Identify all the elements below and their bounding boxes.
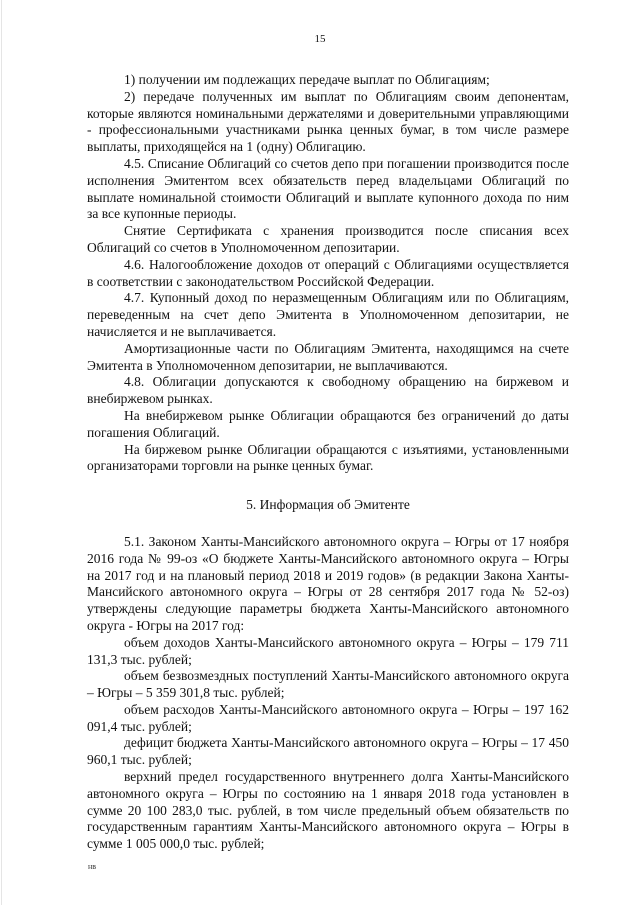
paragraph: 4.7. Купонный доход по неразмещенным Облигациям или по Облигациям, переведенным на счет депо Эмитента в Уполномоченном депозитарии, не начисляется и не выплачивается. <box>87 290 569 339</box>
paragraph: объем расходов Ханты-Мансийского автономного округа – Югры – 197 162 091,4 тыс. рублей; <box>87 701 569 734</box>
document-body <box>87 72 569 853</box>
paragraph: 2) передаче полученных им выплат по Облигациям своим депонентам, которые являются номинальными держателями и доверительными управляющими - профессиональными участниками рынка ценных бумаг, в том числе размере выплаты, приходящейся на 1 (одну) Облигацию. <box>87 88 569 155</box>
paragraph: 4.8. Облигации допускаются к свободному обращению на биржевом и внебиржевом рынках. <box>87 374 569 407</box>
paragraph: Амортизационные части по Облигациям Эмитента, находящимся на счете Эмитента в Уполномоченном депозитарии, не выплачиваются. <box>87 340 569 373</box>
paragraph: объем безвозмездных поступлений Ханты-Мансийского автономного округа – Югры – 5 359 301,8 тыс. рублей; <box>87 668 569 701</box>
footer-initials: нв <box>88 862 97 871</box>
paragraph: 4.6. Налогообложение доходов от операций с Облигациями осуществляется в соответствии с законодательством Российской Федерации. <box>87 256 569 289</box>
paragraph: верхний предел государственного внутреннего долга Ханты-Мансийского автономного округа – Югры по состоянию на 1 января 2018 года установлен в сумме 20 100 283,0 тыс. рублей, в том числе предельный объем обязательств по государственным гарантиям Ханты-Мансийского автономного округа – Югры в сумме 1 005 000,0 тыс. рублей; <box>87 769 569 852</box>
paragraph: 5.1. Законом Ханты-Мансийского автономного округа – Югры от 17 ноября 2016 года № 99-оз «О бюджете Ханты-Мансийского автономного округа – Югры на 2017 год и на плановый период 2018 и 2019 годов» (в редакции Закона Ханты-Мансийского автономного округа – Югры от 28 сентября 2017 года № 52-оз) утверждены следующие параметры бюджета Ханты-Мансийского автономного округа - Югры на 2017 год: <box>87 533 569 633</box>
paragraph: На биржевом рынке Облигации обращаются с изъятиями, установленными организаторами торговли на рынке ценных бумаг. <box>87 441 569 474</box>
page-number: 15 <box>314 33 326 45</box>
scan-edge-line <box>1 0 2 905</box>
paragraph: объем доходов Ханты-Мансийского автономного округа – Югры – 179 711 131,3 тыс. рублей; <box>87 634 569 667</box>
paragraph: Снятие Сертификата с хранения производится после списания всех Облигаций со счетов в Уполномоченном депозитарии. <box>87 223 569 255</box>
paragraph: 1) получении им подлежащих передаче выплат по Облигациям; <box>124 72 490 87</box>
paragraph: На внебиржевом рынке Облигации обращаются без ограничений до даты погашения Облигаций. <box>87 407 569 440</box>
section-title: 5. Информация об Эмитенте <box>246 497 410 513</box>
paragraph: дефицит бюджета Ханты-Мансийского автономного округа – Югры – 17 450 960,1 тыс. рублей; <box>87 735 569 768</box>
paragraph: 4.5. Списание Облигаций со счетов депо при погашении производится после исполнения Эмитентом всех обязательств перед владельцами Облигаций по выплате номинальной стоимости Облигаций и выплате купонного дохода по ним за все купонные периоды. <box>87 155 569 222</box>
